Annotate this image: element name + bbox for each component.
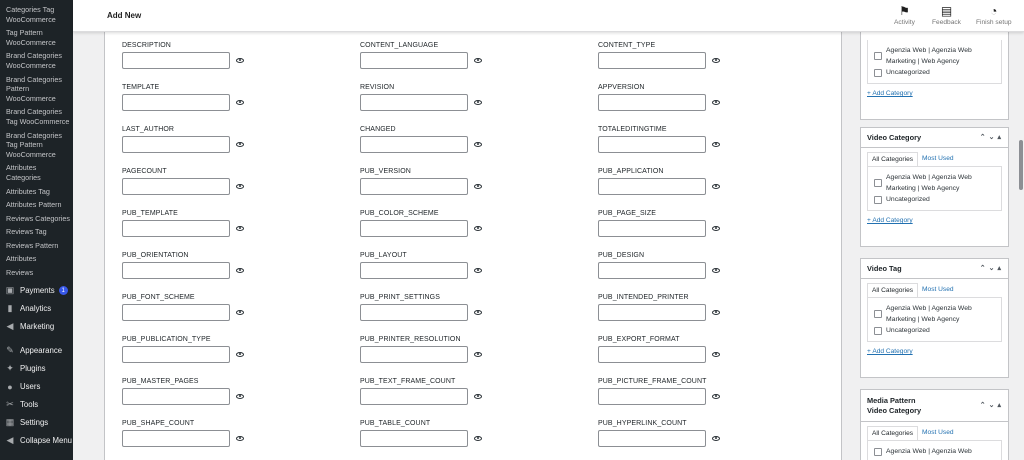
field-label: PUB_PRINT_SETTINGS xyxy=(360,294,440,301)
category-item[interactable] xyxy=(874,172,995,194)
field-label: PUB_VERSION xyxy=(360,168,411,175)
users-icon: ● xyxy=(7,381,13,392)
metadata-input[interactable] xyxy=(598,178,706,195)
category-list xyxy=(867,440,1002,460)
metadata-field xyxy=(598,42,758,69)
field-label: LAST_AUTHOR xyxy=(122,126,175,133)
metadata-field xyxy=(360,294,520,321)
eye-icon[interactable] xyxy=(474,436,482,441)
field-label: PUB_INTENDED_PRINTER xyxy=(598,294,689,301)
eye-icon[interactable] xyxy=(474,184,482,189)
category-label: Uncategorized xyxy=(886,327,930,334)
category-label: Agenzia Web | Agenzia Web Marketing | Web Agency xyxy=(886,174,972,192)
category-label: Uncategorized xyxy=(886,69,930,76)
add-category-link[interactable]: + Add Category xyxy=(867,90,913,97)
metadata-input[interactable] xyxy=(598,220,706,237)
plugins-icon: ✦ xyxy=(6,363,14,374)
eye-icon[interactable] xyxy=(236,184,244,189)
eye-icon[interactable] xyxy=(236,142,244,147)
metadata-input[interactable] xyxy=(360,388,468,405)
sidebar-subitem[interactable]: Attributes Tag xyxy=(6,186,50,196)
tab-most-used[interactable]: Most Used xyxy=(922,286,954,293)
field-label: TOTALEDITINGTIME xyxy=(598,126,667,133)
metadata-field xyxy=(598,168,758,195)
metadata-input[interactable] xyxy=(122,136,230,153)
eye-icon[interactable] xyxy=(712,100,720,105)
eye-icon[interactable] xyxy=(712,184,720,189)
sidebar-item-label: Plugins xyxy=(20,364,46,374)
metadata-field xyxy=(122,294,282,321)
category-tabs xyxy=(867,426,1002,440)
sidebar-subitem[interactable]: Brand Categories Pattern WooCommerce xyxy=(6,74,62,103)
metadata-input[interactable] xyxy=(360,220,468,237)
metadata-input[interactable] xyxy=(360,52,468,69)
eye-icon[interactable] xyxy=(236,58,244,63)
tab-all-categories[interactable]: All Categories xyxy=(867,283,918,297)
add-category-link[interactable]: + Add Category xyxy=(867,348,913,355)
category-list xyxy=(867,166,1002,211)
field-label: PUB_TABLE_COUNT xyxy=(360,420,431,427)
panel-title: Video Tag xyxy=(867,264,902,273)
metadata-input[interactable] xyxy=(122,262,230,279)
sidebar-item-label: Users xyxy=(20,382,41,392)
metadata-fields-panel xyxy=(104,32,842,460)
finish-setup-label: Finish setup xyxy=(976,19,1012,26)
metadata-field xyxy=(122,210,282,237)
eye-icon[interactable] xyxy=(474,226,482,231)
field-label: PUB_MASTER_PAGES xyxy=(122,378,199,385)
category-checkbox[interactable] xyxy=(874,52,882,60)
category-checkbox[interactable] xyxy=(874,448,882,456)
metadata-input[interactable] xyxy=(122,388,230,405)
field-label: PUB_PUBLICATION_TYPE xyxy=(122,336,211,343)
eye-icon[interactable] xyxy=(474,142,482,147)
field-label: PUB_DESIGN xyxy=(598,252,645,259)
sidebar-item-label: Collapse Menu xyxy=(20,436,73,446)
sidebar-menu xyxy=(0,282,73,450)
settings-icon: ▦ xyxy=(5,417,15,428)
category-tabs xyxy=(867,152,1002,166)
category-item[interactable] xyxy=(874,194,995,205)
progress-circle-icon: ◔ xyxy=(990,4,998,18)
metadata-input[interactable] xyxy=(360,304,468,321)
category-checkbox[interactable] xyxy=(874,196,882,204)
media-pattern-panel xyxy=(860,389,1009,460)
eye-icon[interactable] xyxy=(712,58,720,63)
field-label: PUB_PICTURE_FRAME_COUNT xyxy=(598,378,707,385)
field-label: PAGECOUNT xyxy=(122,168,167,175)
field-label: PUB_TEMPLATE xyxy=(122,210,178,217)
eye-icon[interactable] xyxy=(712,226,720,231)
category-list xyxy=(867,297,1002,342)
field-label: CHANGED xyxy=(360,126,396,133)
sidebar-item-plugins[interactable] xyxy=(0,360,73,378)
metadata-field xyxy=(598,294,758,321)
category-checkbox[interactable] xyxy=(874,327,882,335)
metadata-field xyxy=(598,336,758,363)
category-item[interactable] xyxy=(874,303,995,325)
field-label: DESCRIPTION xyxy=(122,42,171,49)
field-label: PUB_PRINTER_RESOLUTION xyxy=(360,336,461,343)
metadata-field xyxy=(360,126,520,153)
metadata-field xyxy=(360,210,520,237)
panel-header xyxy=(861,390,1008,422)
sidebar-item-appearance[interactable] xyxy=(0,342,73,360)
metadata-field xyxy=(598,252,758,279)
field-label: PUB_EXPORT_FORMAT xyxy=(598,336,680,343)
eye-icon[interactable] xyxy=(236,352,244,357)
metadata-input[interactable] xyxy=(360,262,468,279)
metadata-input[interactable] xyxy=(598,94,706,111)
tools-icon: ✂ xyxy=(6,399,14,410)
eye-icon[interactable] xyxy=(712,436,720,441)
eye-icon[interactable] xyxy=(712,310,720,315)
eye-icon[interactable] xyxy=(236,100,244,105)
collapse-icon: ◀ xyxy=(6,435,14,446)
sidebar-subitem[interactable]: Reviews Tag xyxy=(6,227,47,237)
finish-setup-button[interactable] xyxy=(976,4,1012,26)
panel-controls[interactable]: ⌃⌄▴ xyxy=(979,402,1004,409)
sidebar-subitem[interactable]: Attributes xyxy=(6,254,37,264)
eye-icon[interactable] xyxy=(712,268,720,273)
flag-icon: ⚑ xyxy=(899,4,910,18)
notification-badge: 1 xyxy=(59,286,68,295)
sidebar-item-analytics[interactable] xyxy=(0,300,73,318)
category-item[interactable] xyxy=(874,45,995,67)
metadata-field xyxy=(598,420,758,447)
category-label: Agenzia Web | Agenzia Web xyxy=(886,448,972,455)
field-label: CONTENT_TYPE xyxy=(598,42,656,49)
category-item[interactable] xyxy=(874,67,995,78)
sidebar-subitem[interactable]: Reviews Categories xyxy=(6,213,70,223)
eye-icon[interactable] xyxy=(712,142,720,147)
metadata-field xyxy=(360,252,520,279)
field-label: PUB_ORIENTATION xyxy=(122,252,189,259)
metadata-input[interactable] xyxy=(360,430,468,447)
sidebar-item-label: Tools xyxy=(20,400,39,410)
metadata-input[interactable] xyxy=(122,430,230,447)
metadata-field xyxy=(122,126,282,153)
sidebar-item-payments[interactable] xyxy=(0,282,73,300)
metadata-input[interactable] xyxy=(122,304,230,321)
category-label: Uncategorized xyxy=(886,196,930,203)
sidebar-subitem[interactable]: Attributes Categories xyxy=(6,163,41,182)
sidebar-subitem[interactable]: Reviews Pattern xyxy=(6,240,59,250)
video-category-panel xyxy=(860,127,1009,247)
metadata-field xyxy=(360,84,520,111)
field-label: PUB_TEXT_FRAME_COUNT xyxy=(360,378,456,385)
metadata-input[interactable] xyxy=(122,220,230,237)
sidebar-item-tools[interactable] xyxy=(0,396,73,414)
feedback-icon: ▤ xyxy=(940,4,953,18)
eye-icon[interactable] xyxy=(474,352,482,357)
sidebar-subitem[interactable]: Categories Tag WooCommerce xyxy=(6,5,56,24)
tab-all-categories[interactable]: All Categories xyxy=(867,152,918,166)
metadata-input[interactable] xyxy=(122,346,230,363)
metadata-field xyxy=(360,168,520,195)
field-label: PUB_APPLICATION xyxy=(598,168,664,175)
categories-panel xyxy=(860,32,1009,120)
editor-header xyxy=(73,0,1024,32)
sidebar-subitem[interactable]: Brand Categories WooCommerce xyxy=(6,51,62,70)
field-label: PUB_PAGE_SIZE xyxy=(598,210,656,217)
appearance-icon: ✎ xyxy=(6,345,14,356)
metadata-input[interactable] xyxy=(598,262,706,279)
sidebar-item-label: Appearance xyxy=(20,346,63,356)
metadata-field xyxy=(598,84,758,111)
panel-title: Video Category xyxy=(867,133,922,142)
panel-header xyxy=(861,259,1008,279)
sidebar-item-settings[interactable] xyxy=(0,414,73,432)
category-tabs xyxy=(867,283,1002,297)
sidebar-item-label: Marketing xyxy=(20,322,55,332)
metadata-field xyxy=(360,336,520,363)
scrollbar[interactable] xyxy=(1019,140,1023,190)
sidebar-subitem[interactable]: Tag Pattern WooCommerce xyxy=(6,28,56,47)
panel-title: Media Pattern Video Category xyxy=(867,395,922,415)
eye-icon[interactable] xyxy=(236,310,244,315)
category-checkbox[interactable] xyxy=(874,69,882,77)
metadata-field xyxy=(360,378,520,405)
sidebar-item-users[interactable] xyxy=(0,378,73,396)
sidebar-subitem[interactable]: Brand Categories Tag Pattern WooCommerce xyxy=(6,130,62,159)
video-tag-panel xyxy=(860,258,1009,378)
admin-sidebar xyxy=(0,0,73,460)
panel-controls[interactable]: ⌃⌄▴ xyxy=(979,134,1004,141)
metadata-input[interactable] xyxy=(598,388,706,405)
eye-icon[interactable] xyxy=(474,310,482,315)
panel-header xyxy=(861,128,1008,148)
marketing-icon: ◀ xyxy=(6,321,14,332)
sidebar-submenu xyxy=(0,0,73,280)
metadata-field xyxy=(360,42,520,69)
eye-icon[interactable] xyxy=(712,394,720,399)
sidebar-item-collapse-menu[interactable] xyxy=(0,432,73,450)
metadata-field xyxy=(122,420,282,447)
metadata-field xyxy=(122,42,282,69)
field-label: CONTENT_LANGUAGE xyxy=(360,42,439,49)
tab-most-used[interactable]: Most Used xyxy=(922,429,954,436)
category-item[interactable] xyxy=(874,446,995,457)
eye-icon[interactable] xyxy=(236,436,244,441)
metadata-input[interactable] xyxy=(360,346,468,363)
eye-icon[interactable] xyxy=(236,226,244,231)
panel-controls[interactable]: ⌃⌄▴ xyxy=(979,265,1004,272)
field-label: PUB_LAYOUT xyxy=(360,252,407,259)
metadata-input[interactable] xyxy=(598,304,706,321)
metadata-field xyxy=(598,210,758,237)
metadata-field xyxy=(122,336,282,363)
analytics-icon: ▮ xyxy=(7,303,13,314)
activity-label: Activity xyxy=(894,19,915,26)
eye-icon[interactable] xyxy=(474,394,482,399)
metadata-field xyxy=(122,252,282,279)
tab-most-used[interactable]: Most Used xyxy=(922,155,954,162)
metadata-field xyxy=(598,126,758,153)
category-checkbox[interactable] xyxy=(874,310,882,318)
field-label: REVISION xyxy=(360,84,395,91)
eye-icon[interactable] xyxy=(712,352,720,357)
feedback-button[interactable] xyxy=(932,4,961,26)
metadata-input[interactable] xyxy=(360,94,468,111)
field-label: PUB_HYPERLINK_COUNT xyxy=(598,420,687,427)
metadata-field xyxy=(598,378,758,405)
field-label: TEMPLATE xyxy=(122,84,160,91)
page-title: Add New xyxy=(107,11,142,20)
metadata-input[interactable] xyxy=(598,52,706,69)
category-label: Agenzia Web | Agenzia Web Marketing | Web Agency xyxy=(886,47,972,65)
metadata-input[interactable] xyxy=(598,136,706,153)
metadata-field xyxy=(122,378,282,405)
metadata-input[interactable] xyxy=(360,178,468,195)
category-checkbox[interactable] xyxy=(874,179,882,187)
sidebar-subitem[interactable]: Attributes Pattern xyxy=(6,200,62,210)
eye-icon[interactable] xyxy=(474,58,482,63)
eye-icon[interactable] xyxy=(236,268,244,273)
field-label: APPVERSION xyxy=(598,84,645,91)
payments-icon: ▣ xyxy=(5,285,15,296)
sidebar-item-label: Settings xyxy=(20,418,49,428)
metadata-field xyxy=(360,420,520,447)
metadata-field xyxy=(122,168,282,195)
metadata-field xyxy=(122,84,282,111)
category-label: Agenzia Web | Agenzia Web Marketing | Web Agency xyxy=(886,305,972,323)
sidebar-subitem[interactable]: Brand Categories Tag WooCommerce xyxy=(6,107,70,126)
sidebar-item-label: Analytics xyxy=(20,304,52,314)
add-category-link[interactable]: + Add Category xyxy=(867,217,913,224)
eye-icon[interactable] xyxy=(236,394,244,399)
sidebar-subitem[interactable]: Reviews xyxy=(6,268,34,278)
metadata-input[interactable] xyxy=(122,52,230,69)
field-label: PUB_COLOR_SCHEME xyxy=(360,210,439,217)
sidebar-item-label: Payments xyxy=(20,286,55,296)
category-item[interactable] xyxy=(874,325,995,336)
metadata-input[interactable] xyxy=(360,136,468,153)
metadata-input[interactable] xyxy=(122,94,230,111)
field-label: PUB_FONT_SCHEME xyxy=(122,294,195,301)
tab-all-categories[interactable]: All Categories xyxy=(867,426,918,440)
metadata-input[interactable] xyxy=(122,178,230,195)
field-label: PUB_SHAPE_COUNT xyxy=(122,420,195,427)
feedback-label: Feedback xyxy=(932,19,961,26)
eye-icon[interactable] xyxy=(474,100,482,105)
metadata-input[interactable] xyxy=(598,430,706,447)
category-list xyxy=(867,40,1002,84)
sidebar-item-marketing[interactable] xyxy=(0,318,73,336)
metadata-input[interactable] xyxy=(598,346,706,363)
activity-button[interactable] xyxy=(894,4,915,26)
eye-icon[interactable] xyxy=(474,268,482,273)
